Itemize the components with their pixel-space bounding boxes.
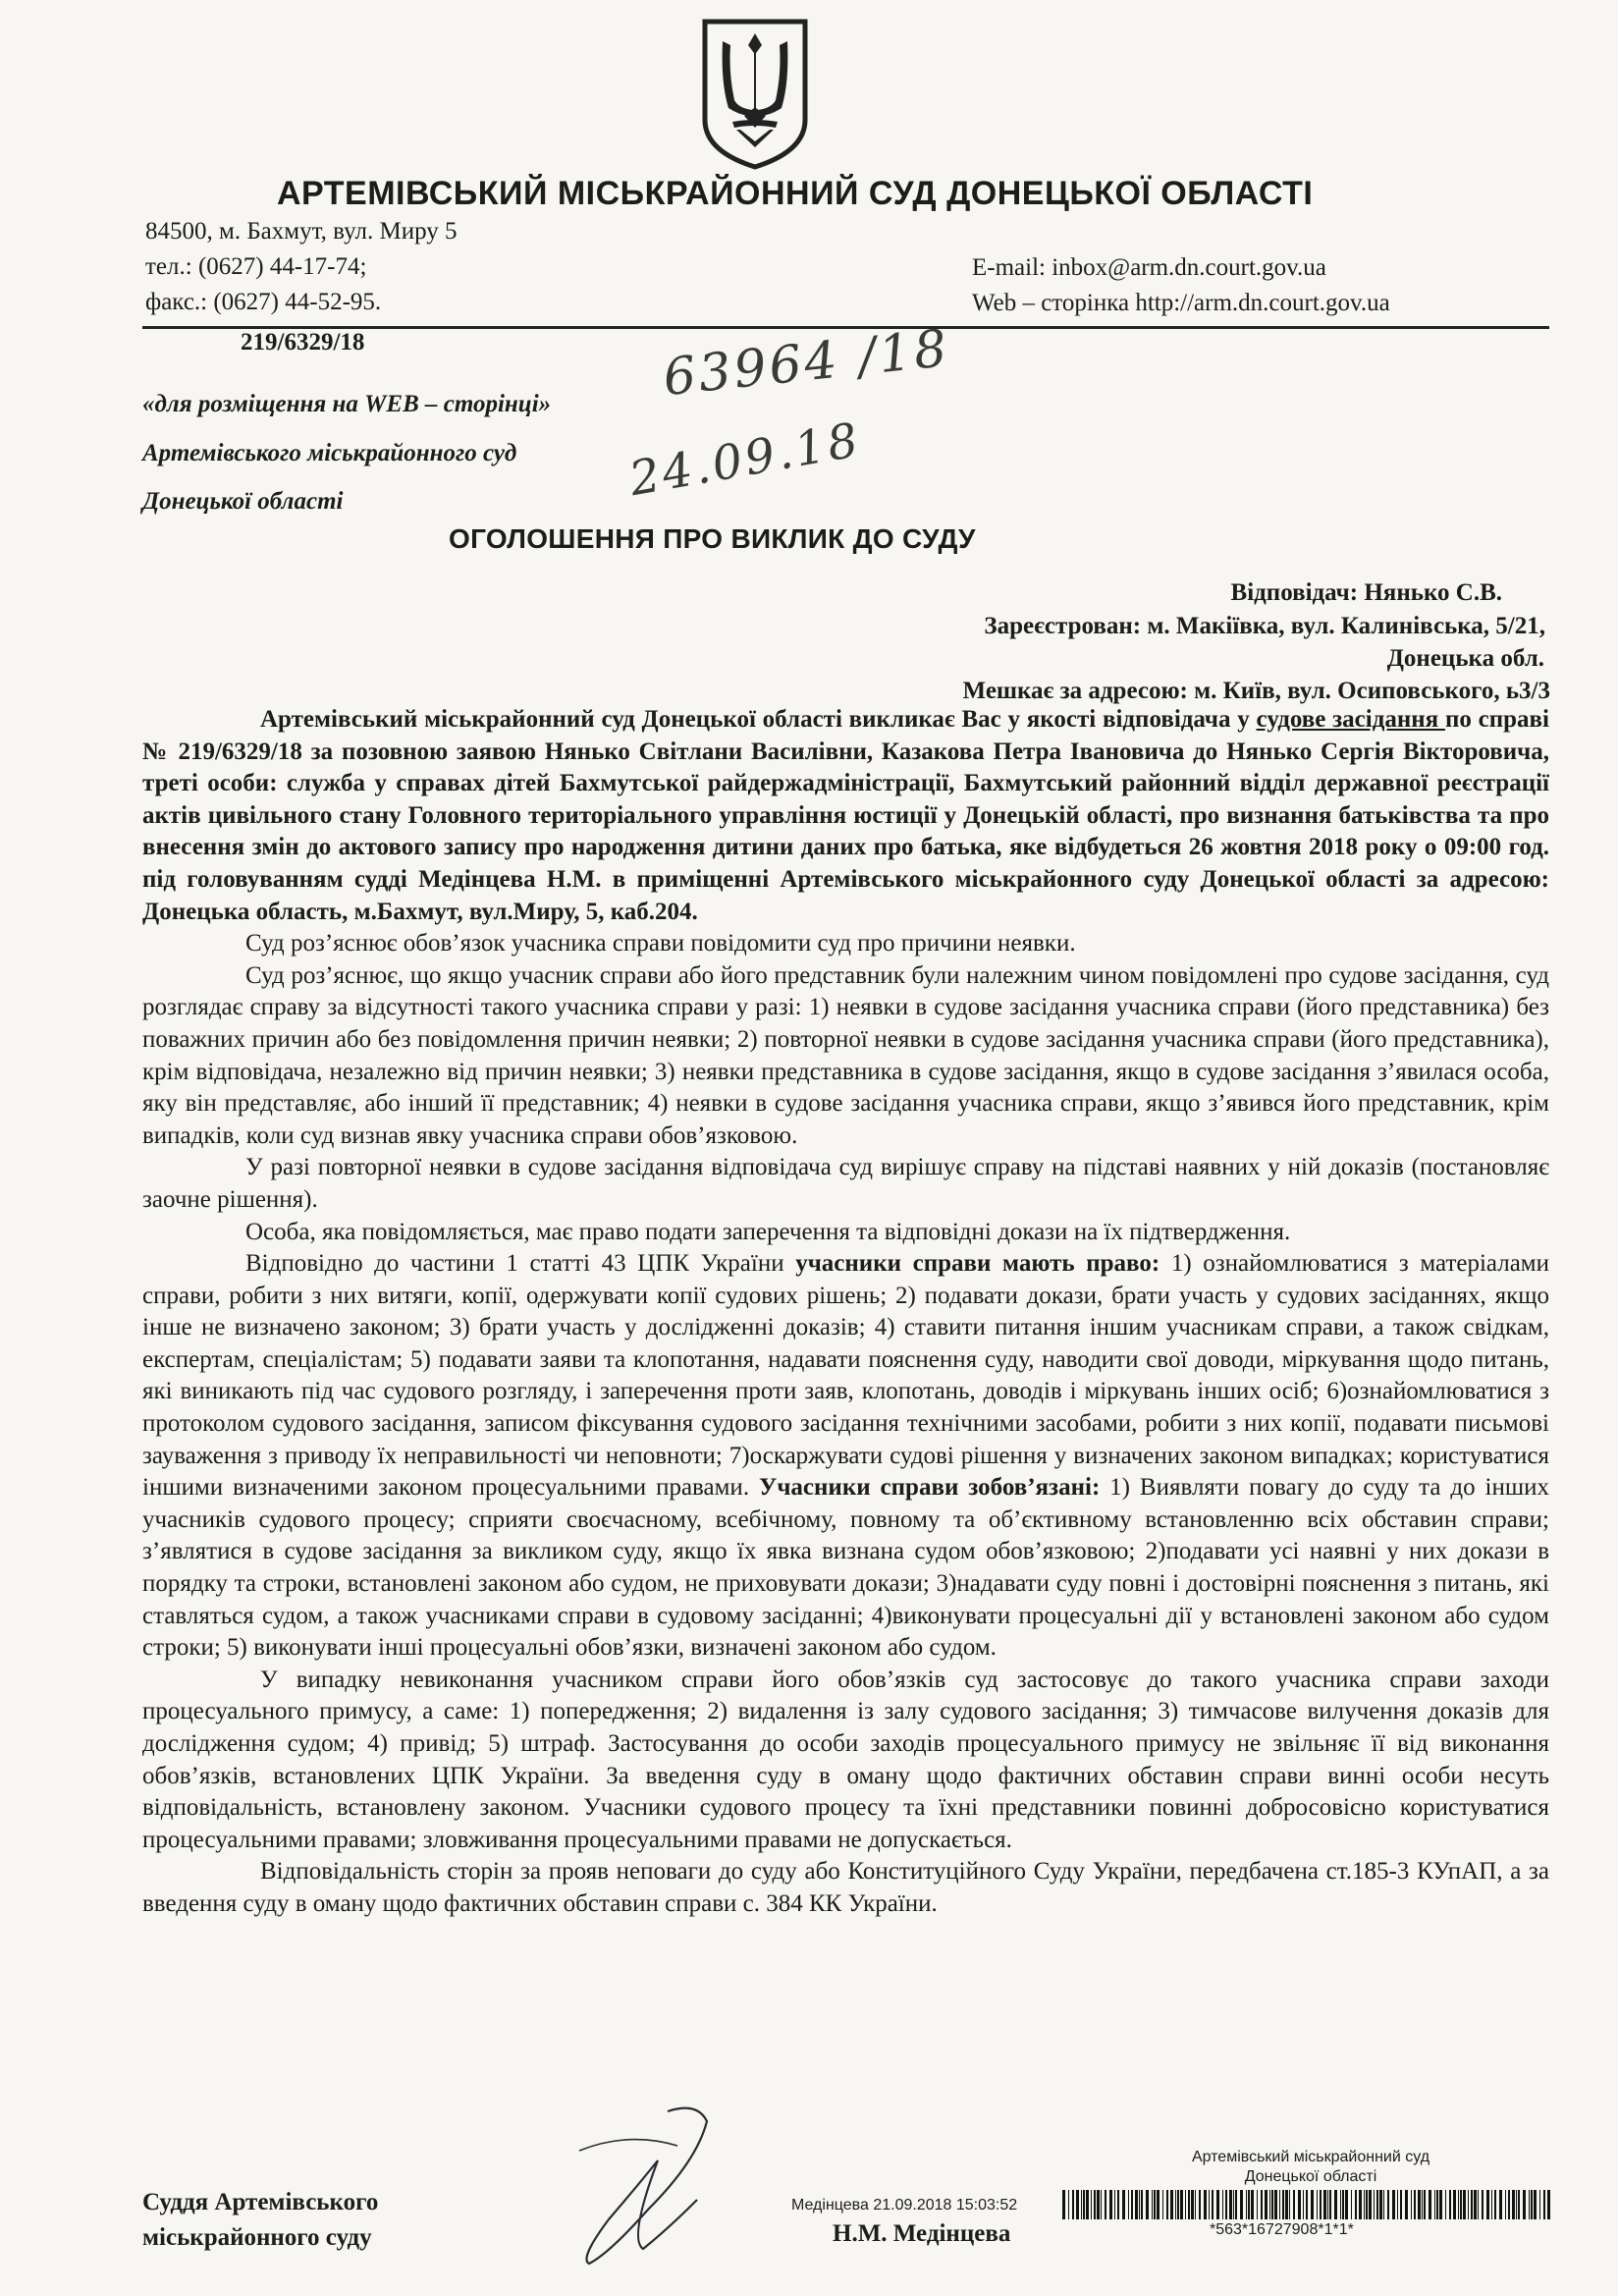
barcode-bar bbox=[1257, 2190, 1258, 2219]
barcode-bar bbox=[1152, 2190, 1153, 2219]
barcode-bar bbox=[1531, 2190, 1533, 2219]
barcode-bar bbox=[1449, 2190, 1451, 2219]
barcode-bar bbox=[1422, 2190, 1423, 2219]
barcode-bar bbox=[1289, 2190, 1290, 2219]
barcode-bar bbox=[1154, 2190, 1156, 2219]
barcode-bar bbox=[1279, 2190, 1280, 2219]
barcode-bar bbox=[1195, 2190, 1196, 2219]
barcode-bar bbox=[1141, 2190, 1143, 2219]
barcode-bar bbox=[1458, 2190, 1459, 2219]
barcode-bar bbox=[1303, 2190, 1304, 2219]
barcode-bar bbox=[1323, 2190, 1326, 2219]
barcode-bar bbox=[1369, 2190, 1372, 2219]
barcode-bar bbox=[1445, 2190, 1446, 2219]
barcode-bar bbox=[1240, 2190, 1243, 2219]
barcode-bar bbox=[1539, 2190, 1540, 2219]
court-contacts-right bbox=[972, 250, 1390, 321]
barcode-bar bbox=[1327, 2190, 1328, 2219]
barcode-bar bbox=[1543, 2190, 1545, 2219]
barcode-bar bbox=[1101, 2190, 1102, 2219]
barcode-bar bbox=[1439, 2190, 1442, 2219]
court-website: Web – сторінка http://arm.dn.court.gov.ua bbox=[972, 290, 1390, 316]
barcode-bar bbox=[1251, 2190, 1254, 2219]
barcode-bar bbox=[1317, 2190, 1318, 2219]
barcode-bar bbox=[1162, 2190, 1163, 2219]
barcode-bar bbox=[1135, 2190, 1138, 2219]
barcode-bar bbox=[1269, 2190, 1270, 2219]
barcode-bar bbox=[1139, 2190, 1140, 2219]
handwritten-signature-icon bbox=[550, 2092, 746, 2288]
barcode-bar bbox=[1334, 2190, 1337, 2219]
paragraph-coercion: У випадку невиконання учасником справи його обов’язків суд застосовує до такого учасника справи заходи процесуального примусу, а саме: 1) попередження; 2) видалення із залу судового засідання; 3) тимчасове вилучення доказів для дослідження судом; 4) привід; 5) штраф. Застосування до особи заходів процесуального примусу не звільняє її від виконання обов’язків, встановлених ЦПК України. За введення суду в оману щодо фактичних обставин справи винні особи несуть відповідальність, встановлену законом. Учасники судового процесу та їхні представники повинні добросовісно користуватися процесуальними правами; зловживання процесуальними правами не допускається. bbox=[142, 1666, 1549, 1853]
placement-note-line1: «для розміщення на WEB – сторінці» bbox=[142, 391, 552, 417]
barcode-bar bbox=[1387, 2190, 1389, 2219]
barcode-bar bbox=[1216, 2190, 1219, 2219]
barcode-bar bbox=[1076, 2190, 1079, 2219]
barcode-bar bbox=[1434, 2190, 1435, 2219]
barcode-bar bbox=[1418, 2190, 1421, 2219]
barcode-bar bbox=[1486, 2190, 1489, 2219]
placement-note-line2: Артемівського міськрайонного суд bbox=[142, 440, 517, 466]
paragraph-objection-right: Особа, яка повідомляється, має право подати заперечення та відповідні докази на їх підтвердження. bbox=[245, 1218, 1291, 1245]
barcode-bar bbox=[1117, 2190, 1119, 2219]
barcode-bar bbox=[1364, 2190, 1365, 2219]
barcode-bar bbox=[1516, 2190, 1517, 2219]
barcode-bar bbox=[1062, 2190, 1065, 2219]
barcode-bar bbox=[1131, 2190, 1133, 2219]
paragraph-rights-duties: Відповідно до частини 1 статті 43 ЦПК України учасники справи мають право: 1) ознайомлюватися з матеріалами справи, робити з них витяги, копії, одержувати копії судових рішень; 2) подавати докази, брати участь у судових засіданнях, якщо інше не визначено законом; 3) брати участь у дослідженні доказів; 4) ставити питання іншим учасникам справи, а також свідкам, експертам, спеціалістам; 5) подавати заяви та клопотання, надавати пояснення суду, наводити свої доводи, міркування щодо питань, які виникають під час судового розгляду, і заперечення проти заяв, клопотань, доводів і міркувань інших осіб; 6)ознайомлюватися з протоколом судового засідання, записом фіксування судового засідання технічними засобами, робити з них копії, подавати письмові зауваження з приводу їх неправильності чи неповноти; 7)оскаржувати судові рішення у визначених законом випадках; користуватися іншими визначеними законом процесуальними правами. Учасники справи зобов’язані: 1) Виявляти повагу до суду та до інших учасників судового процесу; сприяти своєчасному, всебічному, повному та об’єктивному встановленню всіх обставин справи; з’являтися в судове засідання за викликом суду, якщо їх явка визнана судом обов’язковою; 2)подавати усі наявні у них докази в порядку та строки, встановлені законом або судом, не приховувати докази; 3)надавати суду повні і достовірні пояснення з питань, які ставляться судом, а також учасниками справи в судовому засіданні; 4)виконувати процесуальні дії у встановлені законом або судом строки; 5) виконувати інші процесуальні обов’язки, визначені законом або судом. bbox=[142, 1250, 1550, 1662]
barcode-bar bbox=[1114, 2190, 1115, 2219]
barcode-bar bbox=[1091, 2190, 1092, 2219]
placement-note-line3: Донецької області bbox=[142, 488, 344, 515]
barcode-bar bbox=[1355, 2190, 1357, 2219]
paragraph-repeat-absence: У разі повторної неявки в судове засідання відповідача суд вирішує справу на підставі наявних у ній доказів (постановляє заочне рішення). bbox=[142, 1154, 1549, 1213]
barcode-bar bbox=[1494, 2190, 1496, 2219]
barcode-bar bbox=[1083, 2190, 1085, 2219]
handwritten-incoming-number: 63964 /18 bbox=[660, 318, 952, 409]
barcode-bar bbox=[1209, 2190, 1210, 2219]
barcode-bar bbox=[1311, 2190, 1314, 2219]
barcode-bar bbox=[1342, 2190, 1344, 2219]
barcode-bar bbox=[1146, 2190, 1149, 2219]
barcode-bar bbox=[1188, 2190, 1190, 2219]
barcode-bar bbox=[1233, 2190, 1234, 2219]
barcode-bar bbox=[1097, 2190, 1100, 2219]
barcode-bar bbox=[1392, 2190, 1395, 2219]
barcode-bar bbox=[1235, 2190, 1237, 2219]
barcode-number: *563*16727908*1*1* bbox=[1210, 2221, 1354, 2238]
barcode-bar bbox=[1306, 2190, 1308, 2219]
barcode-bar bbox=[1175, 2190, 1176, 2219]
respondent-region: Донецька обл. bbox=[1386, 645, 1544, 672]
barcode-bar bbox=[1166, 2190, 1168, 2219]
barcode-bar bbox=[1460, 2190, 1462, 2219]
barcode-bar bbox=[1246, 2190, 1247, 2219]
barcode-bar bbox=[1411, 2190, 1412, 2219]
barcode-bar bbox=[1518, 2190, 1520, 2219]
barcode-bar bbox=[1405, 2190, 1408, 2219]
judge-name: Н.М. Медінцева bbox=[833, 2220, 1011, 2247]
barcode-bar bbox=[1397, 2190, 1398, 2219]
barcode-bar bbox=[1482, 2190, 1483, 2219]
barcode-bar bbox=[1225, 2190, 1227, 2219]
barcode-bar bbox=[1468, 2190, 1469, 2219]
barcode-bar bbox=[1229, 2190, 1232, 2219]
barcode-bar bbox=[1170, 2190, 1173, 2219]
court-fax: факс.: (0627) 44-52-95. bbox=[145, 289, 382, 315]
barcode-bar bbox=[1261, 2190, 1263, 2219]
barcode-bar bbox=[1185, 2190, 1186, 2219]
barcode-bar bbox=[1400, 2190, 1402, 2219]
barcode-bar bbox=[1248, 2190, 1250, 2219]
barcode-bar bbox=[1265, 2190, 1267, 2219]
barcode-bar bbox=[1177, 2190, 1179, 2219]
judge-title: Суддя Артемівського міськрайонного суду bbox=[142, 2189, 379, 2251]
barcode-bar bbox=[1534, 2190, 1537, 2219]
barcode-bar bbox=[1463, 2190, 1466, 2219]
barcode-bar bbox=[1068, 2190, 1069, 2219]
barcode-icon bbox=[1062, 2190, 1553, 2219]
barcode-bar bbox=[1180, 2190, 1183, 2219]
barcode-bar bbox=[1109, 2190, 1112, 2219]
case-number: 219/6329/18 bbox=[241, 329, 365, 355]
barcode-bar bbox=[1274, 2190, 1277, 2219]
document-title: ОГОЛОШЕННЯ ПРО ВИКЛИК ДО СУДУ bbox=[449, 523, 976, 554]
barcode-bar bbox=[1199, 2190, 1201, 2219]
court-name: АРТЕМІВСЬКИЙ МІСЬКРАЙОННИЙ СУД ДОНЕЦЬКОЇ ОБЛАСТІ bbox=[277, 175, 1314, 212]
barcode-bar bbox=[1379, 2190, 1382, 2219]
barcode-bar bbox=[1453, 2190, 1456, 2219]
court-phone: тел.: (0627) 44-17-74; bbox=[145, 253, 367, 280]
barcode-bar bbox=[1222, 2190, 1223, 2219]
trident-emblem-icon bbox=[697, 14, 813, 171]
barcode-bar bbox=[1157, 2190, 1160, 2219]
paragraph-absence-rules: Суд роз’яснює, що якщо учасник справи або його представник були належним чином повідомлені про судове засідання, суд розглядає справу за відсутності такого учасника справи у разі: 1) неявки в судове засідання учасника справи (його представника) без поважних причин або без повідомлення причин неявки; 2) повторної неявки в судове засідання учасника справи (його представника), крім відповідача, незалежно від причин неявки; 3) неявки представника в судове засідання, якщо в судове засідання з’явилася особа, яку він представляє, або інший її представник; 4) неявки в судове засідання учасника справи, якщо з’явився його представник, крім випадків, коли суд визнав явку учасника справи обов’язковою. bbox=[142, 961, 1549, 1149]
respondent-name: Відповідач: Нянько С.В. bbox=[1230, 579, 1502, 606]
barcode-bar bbox=[1072, 2190, 1074, 2219]
summons-paragraph: Артемівський міськрайонний суд Донецької області викликає Вас у якості відповідача у судове засідання по справі № 219/6329/18 за позовною заявою Нянько Світлани Василівни, Казакова Петра Івановича до Нянько Сергія Вікторовича, треті особи: служба у справах дітей Бахмутської райдержадміністрації, Бахмутський районний відділ державної реєстрації актів цивільного стану Головного територіального управління юстиції у Донецькій області, про визнання батьківства та про внесення змін до актового запису про народження дитини даних про батька, яке відбудеться 26 жовтня 2018 року о 09:00 год. під головуванням судді Медінцева Н.М. в приміщенні Артемівського міськрайонного суду Донецької області за адресою: Донецька область, м.Бахмут, вул.Миру, 5, каб.204. bbox=[142, 706, 1549, 925]
barcode-bar bbox=[1329, 2190, 1331, 2219]
barcode-bar bbox=[1204, 2190, 1207, 2219]
barcode-bar bbox=[1429, 2190, 1431, 2219]
barcode-bar bbox=[1505, 2190, 1506, 2219]
barcode-bar bbox=[1345, 2190, 1348, 2219]
barcode-bar bbox=[1340, 2190, 1341, 2219]
barcode-bar bbox=[1320, 2190, 1321, 2219]
court-address: 84500, м. Бахмут, вул. Миру 5 bbox=[145, 218, 458, 245]
barcode-bar bbox=[1491, 2190, 1492, 2219]
barcode-bar bbox=[1271, 2190, 1273, 2219]
respondent-registered: Зареєстрован: м. Макіївка, вул. Калинівська, 5/21, bbox=[984, 613, 1545, 639]
barcode-bar bbox=[1293, 2190, 1295, 2219]
barcode-bar bbox=[1282, 2190, 1284, 2219]
barcode-bar bbox=[1359, 2190, 1362, 2219]
barcode-bar bbox=[1086, 2190, 1089, 2219]
notice-body bbox=[142, 704, 1549, 1921]
barcode-bar bbox=[1508, 2190, 1510, 2219]
barcode-bar bbox=[1094, 2190, 1096, 2219]
barcode-bar bbox=[1529, 2190, 1530, 2219]
barcode-bar bbox=[1374, 2190, 1375, 2219]
paragraph-liability: Відповідальність сторін за прояв неповаги до суду або Конституційного Суду України, передбачена ст.185-3 КУпАП, а за введення суду в оману щодо фактичних обставин справи с. 384 КК України. bbox=[142, 1858, 1549, 1917]
barcode-bar bbox=[1376, 2190, 1378, 2219]
barcode-bar bbox=[1366, 2190, 1368, 2219]
barcode-bar bbox=[1474, 2190, 1477, 2219]
respondent-residence: Мешкає за адресою: м. Київ, вул. Осиповського, ь3/3 bbox=[962, 678, 1550, 704]
barcode-bar bbox=[1351, 2190, 1352, 2219]
barcode-bar bbox=[1436, 2190, 1438, 2219]
court-contacts-left bbox=[145, 214, 458, 320]
registration-stamp-court: Артемівський міськрайонний суд Донецької області bbox=[1191, 2149, 1430, 2185]
barcode-bar bbox=[1105, 2190, 1106, 2219]
barcode-bar bbox=[1471, 2190, 1473, 2219]
barcode-bar bbox=[1499, 2190, 1502, 2219]
barcode-bar bbox=[1547, 2190, 1550, 2219]
registration-stamp-author: Медінцева 21.09.2018 15:03:52 bbox=[791, 2197, 1018, 2214]
barcode-bar bbox=[1424, 2190, 1426, 2219]
barcode-bar bbox=[1122, 2190, 1125, 2219]
barcode-bar bbox=[1414, 2190, 1416, 2219]
barcode-bar bbox=[1523, 2190, 1526, 2219]
barcode-bar bbox=[1478, 2190, 1479, 2219]
barcode-bar bbox=[1081, 2190, 1082, 2219]
barcode-bar bbox=[1191, 2190, 1194, 2219]
court-email: E-mail: inbox@arm.dn.court.gov.ua bbox=[972, 254, 1326, 281]
barcode-bar bbox=[1298, 2190, 1301, 2219]
barcode-bar bbox=[1212, 2190, 1214, 2219]
barcode-bar bbox=[1128, 2190, 1129, 2219]
handwritten-date: 24.09.18 bbox=[624, 411, 865, 508]
barcode-bar bbox=[1383, 2190, 1384, 2219]
barcode-bar bbox=[1512, 2190, 1515, 2219]
barcode-bar bbox=[1285, 2190, 1288, 2219]
paragraph-absence-duty: Суд роз’яснює обов’язок учасника справи повідомити суд про причини неявки. bbox=[245, 930, 1076, 957]
